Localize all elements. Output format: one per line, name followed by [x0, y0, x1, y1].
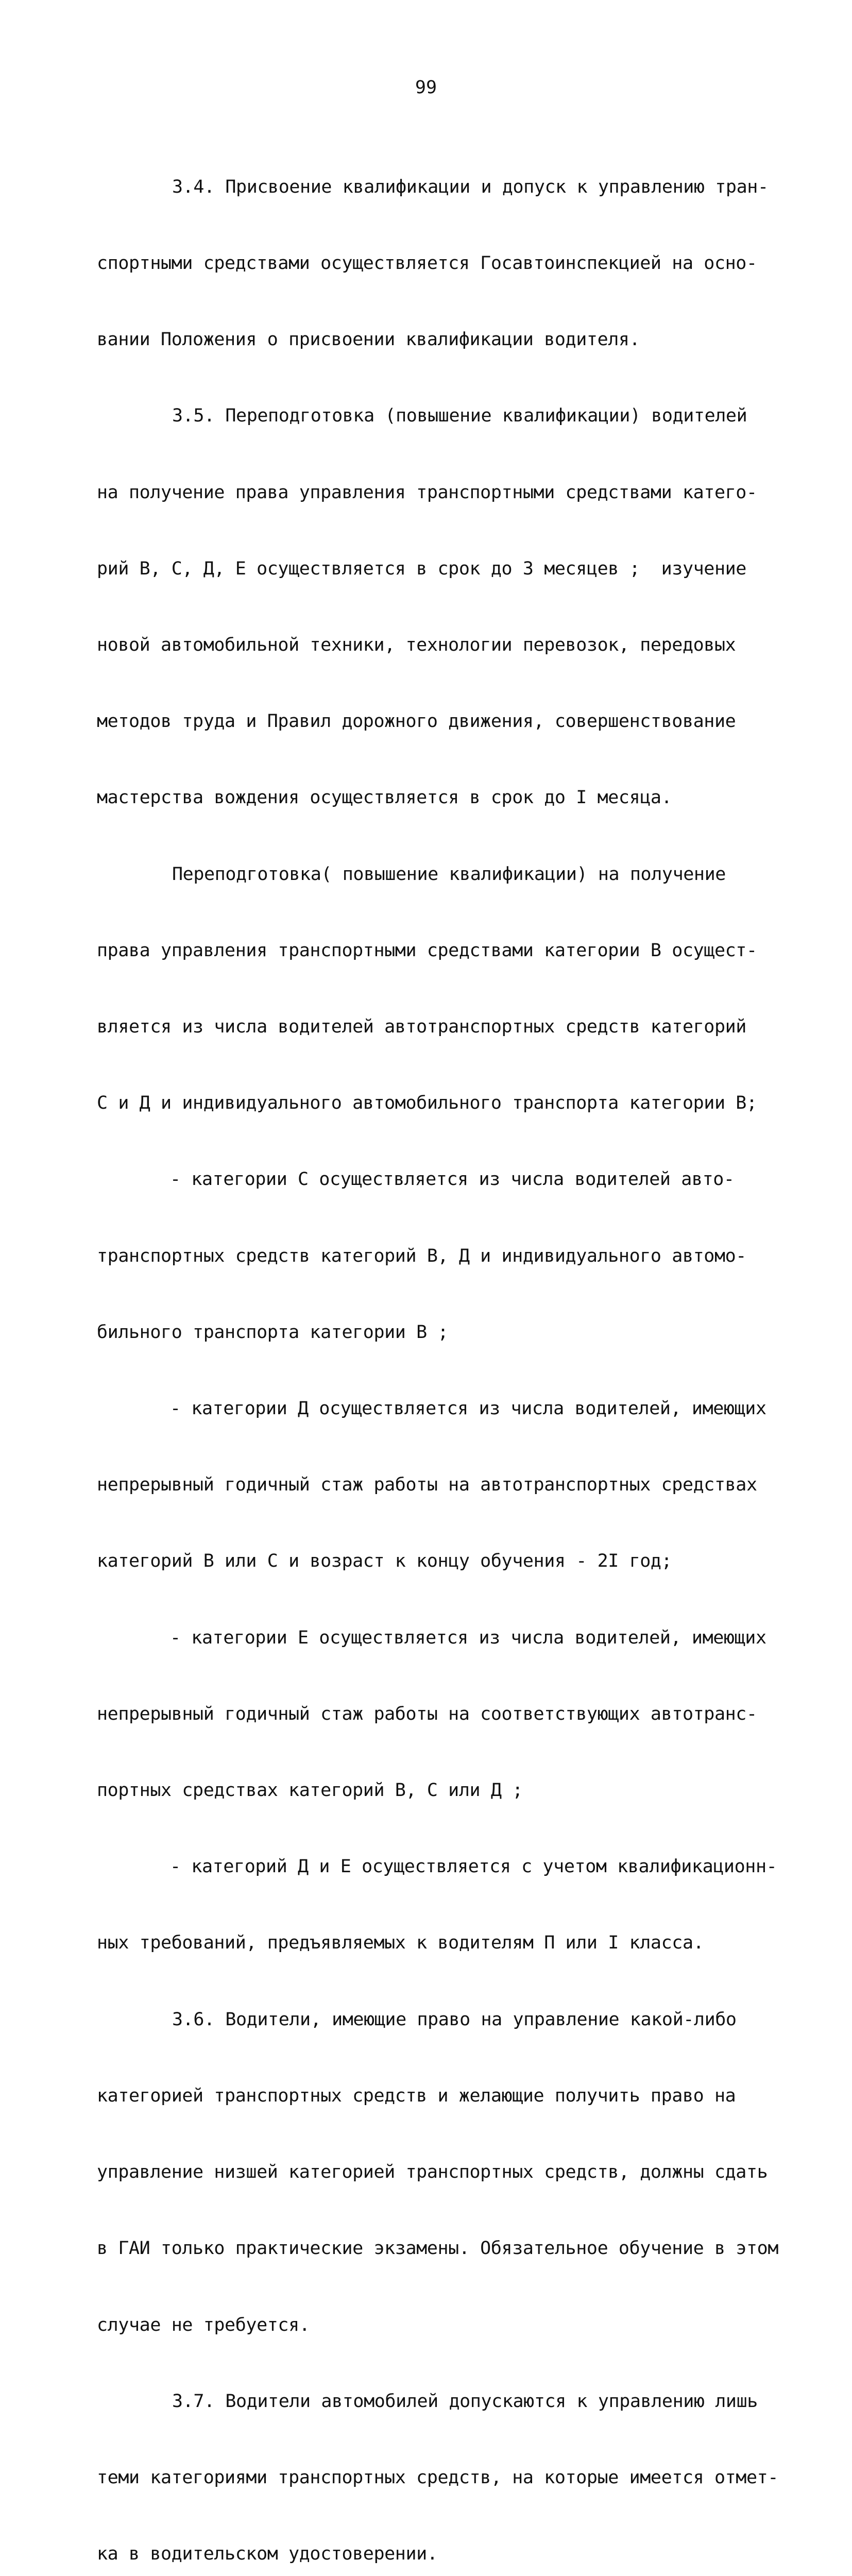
text-line: 3.4. Присвоение квалификации и допуск к управлению тран- [172, 176, 769, 197]
text-line: вляется из числа водителей автотранспортных средств категорий [97, 1016, 746, 1038]
text-line: мастерства вождения осуществляется в срок до I месяца. [97, 787, 672, 808]
text-line: портных средствах категорий В, С или Д ; [97, 1780, 523, 1801]
text-line: непрерывный годичный стаж работы на автотранспортных средствах [97, 1475, 757, 1496]
text-line: Переподготовка( повышение квалификации) на получение [172, 863, 726, 885]
text-line: - категории Е осуществляется из числа водителей, имеющих [170, 1627, 766, 1648]
text-line: методов труда и Правил дорожного движения, совершенствование [97, 711, 736, 732]
text-line: рий В, С, Д, Е осуществляется в срок до 3 месяцев ; изучение [97, 558, 746, 579]
text-line: управление низшей категорией транспортных средств, должны сдать [97, 2162, 768, 2183]
text-line: - категории С осуществляется из числа водителей авто- [170, 1169, 735, 1190]
text-line: права управления транспортными средствами категории В осущест- [97, 940, 757, 961]
text-line: категорий В или С и возраст к концу обучения - 2I год; [97, 1551, 672, 1572]
text-line: в ГАИ только практические экзамены. Обязательное обучение в этом [97, 2238, 778, 2259]
text-line: на получение права управления транспортными средствами катего- [97, 482, 757, 503]
text-line: ка в водительском удостоверении. [97, 2544, 438, 2565]
text-line: С и Д и индивидуального автомобильного транспорта категории В; [97, 1093, 757, 1114]
text-line: 3.5. Переподготовка (повышение квалификации) водителей [172, 405, 747, 427]
text-line: - категории Д осуществляется из числа водителей, имеющих [170, 1398, 766, 1419]
text-line: 3.6. Водители, имеющие право на управление какой-либо [172, 2009, 737, 2030]
text-line: спортными средствами осуществляется Госавтоинспекцией на осно- [97, 253, 757, 274]
body-text [97, 124, 778, 2576]
text-line: непрерывный годичный стаж работы на соответствующих автотранс- [97, 1703, 757, 1724]
text-line: случае не требуется. [97, 2314, 310, 2335]
text-line: транспортных средств категорий В, Д и индивидуального автомо- [97, 1245, 746, 1266]
text-line: категорией транспортных средств и желающие получить право на [97, 2085, 736, 2106]
text-line: 3.7. Водители автомобилей допускаются к управлению лишь [172, 2391, 758, 2412]
text-line: - категорий Д и Е осуществляется с учетом квалификационн- [170, 1856, 777, 1877]
text-line: бильного транспорта категории В ; [97, 1321, 449, 1343]
text-line: теми категориями транспортных средств, на которые имеется отмет- [97, 2467, 778, 2488]
text-line: новой автомобильной техники, технологии перевозок, передовых [97, 635, 736, 656]
text-line: вании Положения о присвоении квалификации водителя. [97, 329, 640, 350]
text-line: ных требований, предъявляемых к водителям П или I класса. [97, 1933, 704, 1954]
page-number: 99 [415, 77, 437, 98]
